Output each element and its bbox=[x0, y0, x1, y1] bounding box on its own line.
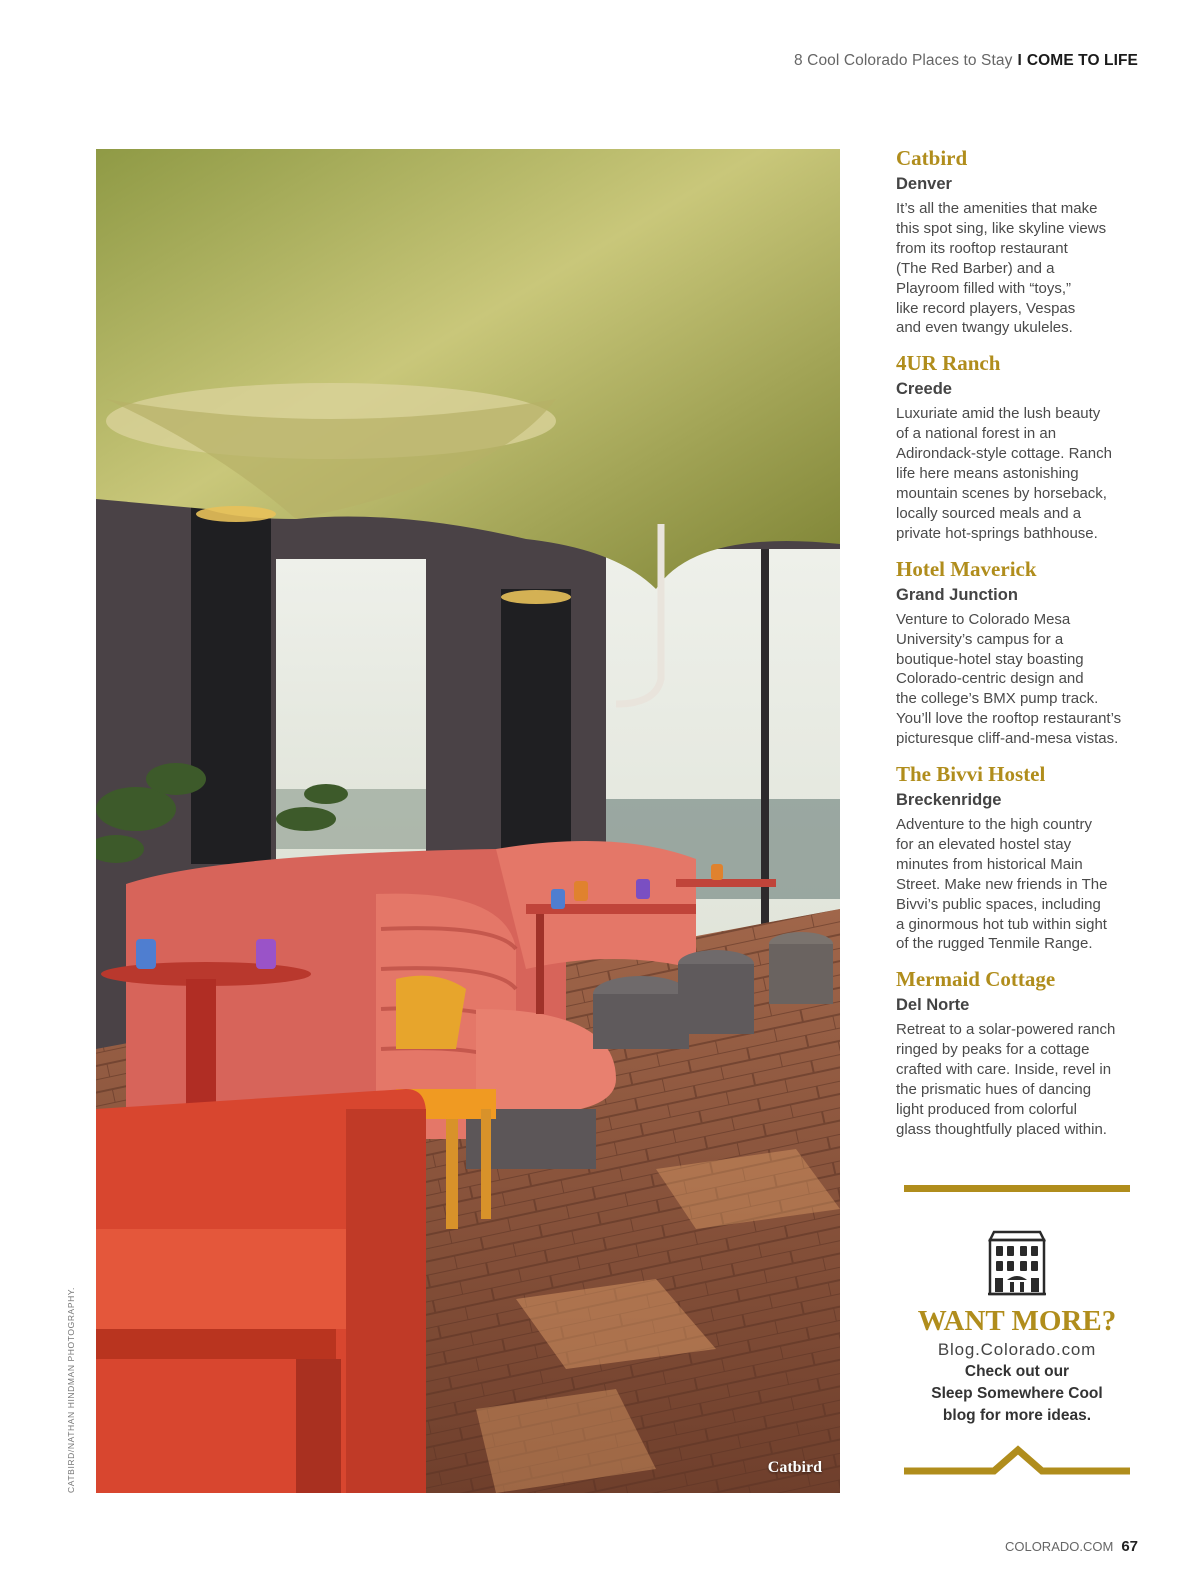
page-number: 67 bbox=[1121, 1538, 1138, 1555]
promo-text: Check out our Sleep Somewhere Cool blog for more ideas. bbox=[931, 1363, 1103, 1424]
hotel-photo bbox=[96, 149, 840, 1493]
listing-city: Creede bbox=[896, 380, 952, 399]
listing-name: Catbird bbox=[896, 146, 968, 170]
listing bbox=[896, 350, 1146, 543]
lounge-illustration bbox=[96, 149, 840, 1493]
listing-description: It’s all the amenities that make this spot sing, like skyline views from its rooftop restaurant (The Red Barber) and a Playroom filled with “toys,” like record players, Vespas and even twangy ukuleles. bbox=[896, 200, 1107, 337]
listing-city: Grand Junction bbox=[896, 585, 1018, 604]
promo-title: WANT MORE? bbox=[917, 1305, 1117, 1337]
listing-name: Mermaid Cottage bbox=[896, 967, 1056, 992]
photo-caption: Catbird bbox=[767, 1459, 822, 1476]
listing-city: Denver bbox=[896, 175, 952, 193]
roof-rule bbox=[900, 1443, 1134, 1477]
article-title: 8 Cool Colorado Places to Stay bbox=[794, 52, 1013, 69]
building-icon bbox=[986, 1230, 1048, 1296]
listing-name: The Bivvi Hostel bbox=[896, 762, 1046, 787]
listing-name: 4UR Ranch bbox=[896, 351, 1001, 376]
top-rule bbox=[904, 1185, 1130, 1192]
section-title: COME TO LIFE bbox=[1026, 52, 1138, 69]
blog-link[interactable]: Blog.Colorado.com bbox=[937, 1340, 1097, 1359]
photo-credit: CATBIRD/NATHAN HINDMAN PHOTOGRAPHY. bbox=[66, 1287, 76, 1493]
listing bbox=[896, 556, 1146, 749]
page-footer bbox=[1005, 1538, 1138, 1555]
listings bbox=[896, 145, 1146, 1152]
footer-site: COLORADO.COM bbox=[1004, 1539, 1114, 1554]
running-header bbox=[794, 52, 1138, 70]
listing bbox=[896, 761, 1146, 954]
listing-city: Breckenridge bbox=[896, 791, 1002, 810]
listing-name: Hotel Maverick bbox=[896, 556, 1037, 581]
listing-description: Retreat to a solar-powered ranch ringed by peaks for a cottage crafted with care. Inside, revel in the prismatic hues of dancing light produced from colorful glass thoughtfully placed within. bbox=[896, 1021, 1116, 1138]
header-separator: I bbox=[1017, 52, 1022, 69]
listing-description: Venture to Colorado Mesa University’s campus for a boutique-hotel stay boasting Colorado-centric design and the college’s BMX pump track. You’ll love the rooftop restaurant’s picturesque cliff-and-mesa vistas. bbox=[896, 610, 1122, 748]
listing bbox=[896, 145, 1146, 338]
listing-city: Del Norte bbox=[896, 996, 970, 1015]
listing-description: Adventure to the high country for an elevated hostel stay minutes from historical Main Street. Make new friends in The Bivvi’s public spaces, including a ginormous hot tub within sight of the rugged Tenmile Range. bbox=[896, 816, 1108, 953]
listing bbox=[896, 966, 1146, 1139]
promo-box bbox=[900, 1185, 1134, 1477]
listing-description: Luxuriate amid the lush beauty of a national forest in an Adirondack-style cottage. Ranch life here means astonishing mountain scenes by horseback, locally sourced meals and a private hot-springs bathhouse. bbox=[896, 405, 1112, 542]
